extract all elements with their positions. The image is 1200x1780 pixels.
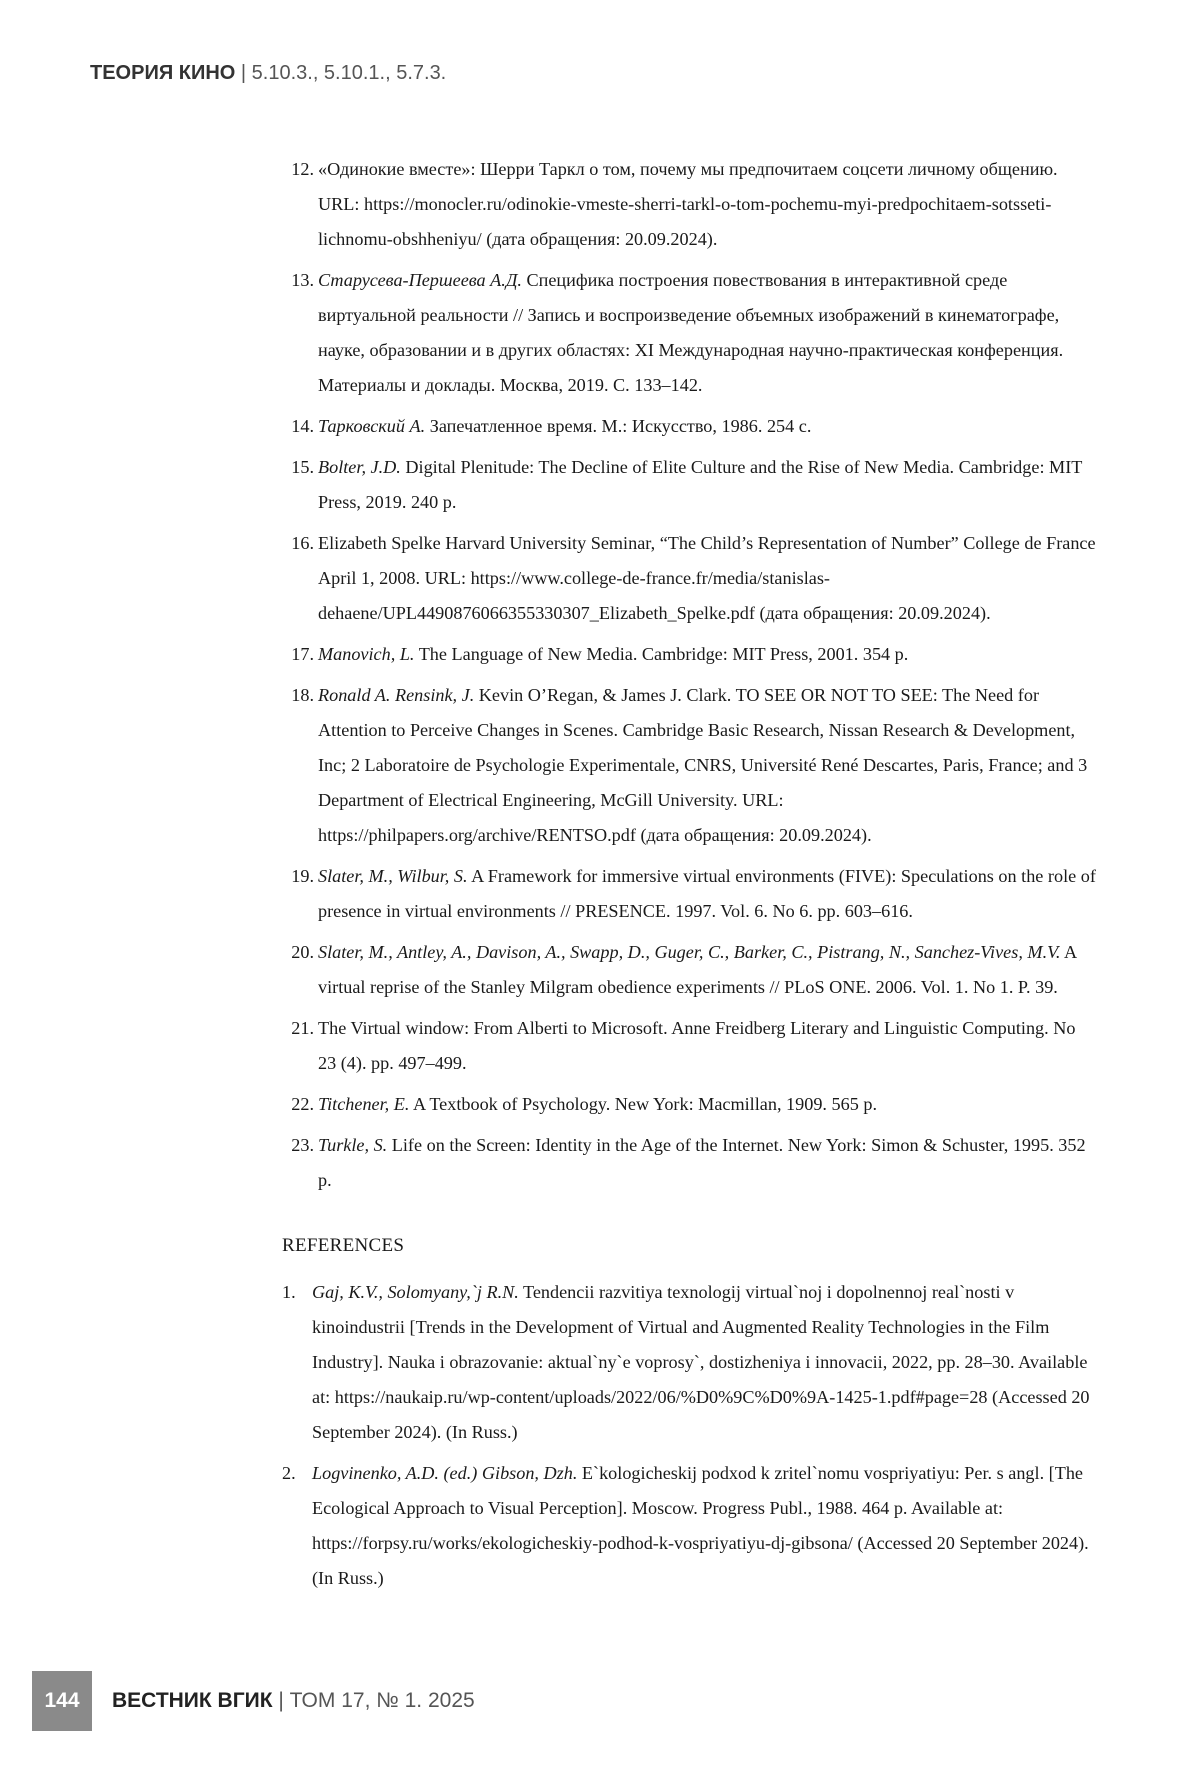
reference-author: Manovich, L.: [318, 644, 414, 664]
reference-number: 17.: [282, 637, 318, 672]
reference-author: Тарковский А.: [318, 416, 425, 436]
reference-number: 21.: [282, 1011, 318, 1081]
reference-item: [282, 263, 1097, 403]
reference-description: «Одинокие вместе»: Шерри Таркл о том, почему мы предпочитаем соцсети личному общению. URL: https://monocler.ru/odinokie-vmeste-sherri-tarkl-o-tom-pochemu-myi-predpochitaem-sotsseti-lichnomu-obshheniyu/ (дата обращения: 20.09.2024).: [318, 159, 1058, 249]
reference-text: [318, 935, 1097, 1005]
journal-info: [112, 1689, 475, 1713]
reference-text: [318, 409, 1097, 444]
reference-number: 15.: [282, 450, 318, 520]
reference-author: Titchener, E.: [318, 1094, 409, 1114]
reference-text: [312, 1275, 1097, 1450]
reference-author: Logvinenko, A.D. (ed.) Gibson, Dzh.: [312, 1463, 577, 1483]
reference-description: A Framework for immersive virtual environments (FIVE): Speculations on the role of presence in virtual environments // PRESENCE. 1997. Vol. 6. No 6. pp. 603–616.: [318, 866, 1096, 921]
reference-item: [282, 1275, 1097, 1450]
reference-item: [282, 1087, 1097, 1122]
reference-text: [318, 678, 1097, 853]
running-head: [90, 62, 446, 85]
reference-item: [282, 1011, 1097, 1081]
reference-number: 1.: [282, 1275, 312, 1450]
reference-text: [318, 1011, 1097, 1081]
reference-text: [318, 637, 1097, 672]
reference-author: Ronald A. Rensink, J.: [318, 685, 474, 705]
reference-item: [282, 859, 1097, 929]
reference-description: Digital Plenitude: The Decline of Elite Culture and the Rise of New Media. Cambridge: MIT Press, 2019. 240 p.: [318, 457, 1082, 512]
reference-number: 22.: [282, 1087, 318, 1122]
reference-text: [318, 152, 1097, 257]
journal-issue: | ТОМ 17, № 1. 2025: [273, 1689, 475, 1712]
journal-name: ВЕСТНИК ВГИК: [112, 1689, 273, 1712]
reference-author: Turkle, S.: [318, 1135, 387, 1155]
reference-author: Slater, M., Wilbur, S.: [318, 866, 468, 886]
reference-number: 23.: [282, 1128, 318, 1198]
reference-text: [318, 1128, 1097, 1198]
reference-description: Life on the Screen: Identity in the Age of the Internet. New York: Simon & Schuster, 1995. 352 p.: [318, 1135, 1086, 1190]
reference-item: [282, 935, 1097, 1005]
reference-description: Специфика построения повествования в интерактивной среде виртуальной реальности // Запись и воспроизведение объемных изображений в кинематографе, науке, образовании и в других областях: XI Международная научно-практическая конференция. Материалы и доклады. Москва, 2019. С. 133–142.: [318, 270, 1063, 395]
reference-description: Запечатленное время. М.: Искусство, 1986. 254 с.: [425, 416, 811, 436]
reference-description: E`kologicheskij podxod k zritel`nomu vospriyatiyu: Per. s angl. [The Ecological Approach to Visual Perception]. Moscow. Progress Publ., 1988. 464 p. Available at: https://forpsy.ru/works/ekologicheskiy-podhod-k-vospriyatiyu-dj-gibsona/ (Accessed 20 September 2024). (In Russ.): [312, 1463, 1089, 1588]
classification-codes: | 5.10.3., 5.10.1., 5.7.3.: [235, 62, 446, 84]
reference-number: 20.: [282, 935, 318, 1005]
page-footer: [32, 1671, 475, 1731]
reference-author: Старусева-Першеева А.Д.: [318, 270, 522, 290]
reference-number: 12.: [282, 152, 318, 257]
reference-description: A Textbook of Psychology. New York: Macmillan, 1909. 565 p.: [409, 1094, 877, 1114]
reference-number: 14.: [282, 409, 318, 444]
reference-text: [318, 526, 1097, 631]
reference-description: Tendencii razvitiya texnologij virtual`noj i dopolnennoj real`nosti v kinoindustrii [Trends in the Development of Virtual and Augmented Reality Technologies in the Film Industry]. Nauka i obrazovanie: aktual`ny`e voprosy`, dostizheniya i innovacii, 2022, pp. 28–30. Available at: https://naukaip.ru/wp-content/uploads/2022/06/%D0%9C%D0%9A-1425-1.pdf#page=28 (Accessed 20 September 2024). (In Russ.): [312, 1282, 1090, 1442]
reference-item: [282, 152, 1097, 257]
reference-item: [282, 450, 1097, 520]
page-number: 144: [32, 1671, 92, 1731]
reference-author: Slater, M., Antley, A., Davison, A., Swapp, D., Guger, C., Barker, C., Pistrang, N., Sanchez-Vives, M.V.: [318, 942, 1060, 962]
reference-number: 16.: [282, 526, 318, 631]
reference-text: [318, 450, 1097, 520]
reference-text: [318, 1087, 1097, 1122]
reference-item: [282, 1128, 1097, 1198]
reference-item: [282, 637, 1097, 672]
english-reference-list: [282, 1275, 1097, 1596]
reference-description: A virtual reprise of the Stanley Milgram obedience experiments // PLoS ONE. 2006. Vol. 1. No 1. P. 39.: [318, 942, 1076, 997]
reference-item: [282, 678, 1097, 853]
references-column: [282, 152, 1097, 1602]
reference-item: [282, 526, 1097, 631]
reference-description: The Language of New Media. Cambridge: MIT Press, 2001. 354 p.: [414, 644, 908, 664]
reference-number: 2.: [282, 1456, 312, 1596]
reference-text: [312, 1456, 1097, 1596]
reference-description: The Virtual window: From Alberti to Microsoft. Anne Freidberg Literary and Linguistic Computing. No 23 (4). pp. 497–499.: [318, 1018, 1075, 1073]
section-title-header: ТЕОРИЯ КИНО: [90, 62, 235, 84]
reference-description: Kevin O’Regan, & James J. Clark. TO SEE OR NOT TO SEE: The Need for Attention to Perceive Changes in Scenes. Cambridge Basic Research, Nissan Research & Development, Inc; 2 Laboratoire de Psychologie Experimentale, CNRS, Université René Descartes, Paris, France; and 3 Department of Electrical Engineering, McGill University. URL: https://philpapers.org/archive/RENTSO.pdf (дата обращения: 20.09.2024).: [318, 685, 1087, 845]
reference-number: 13.: [282, 263, 318, 403]
reference-author: Gaj, K.V., Solomyany,`j R.N.: [312, 1282, 519, 1302]
reference-text: [318, 263, 1097, 403]
references-heading: REFERENCES: [282, 1228, 1097, 1263]
reference-number: 18.: [282, 678, 318, 853]
reference-number: 19.: [282, 859, 318, 929]
reference-author: Bolter, J.D.: [318, 457, 401, 477]
reference-item: [282, 409, 1097, 444]
russian-reference-list: [282, 152, 1097, 1198]
reference-item: [282, 1456, 1097, 1596]
reference-description: Elizabeth Spelke Harvard University Seminar, “The Child’s Representation of Number” College de France April 1, 2008. URL: https://www.college-de-france.fr/media/stanislas-dehaene/UPL4490876066355330307_Elizabeth_Spelke.pdf (дата обращения: 20.09.2024).: [318, 533, 1096, 623]
reference-text: [318, 859, 1097, 929]
